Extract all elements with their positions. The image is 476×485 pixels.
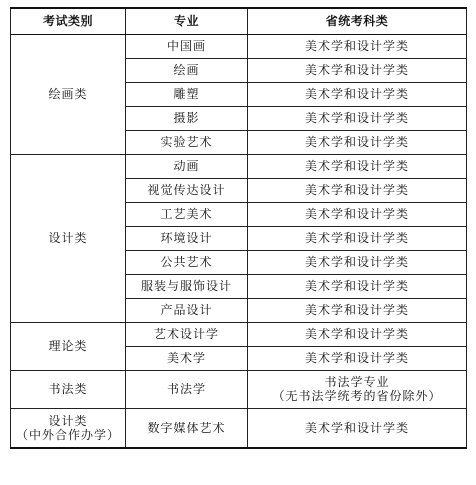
subject-cell bbox=[248, 298, 467, 322]
category-text: 设计类 bbox=[48, 413, 88, 428]
subject-cell bbox=[248, 34, 467, 58]
major-cell: 产品设计 bbox=[126, 298, 248, 322]
major-cell: 绘画 bbox=[126, 58, 248, 82]
major-cell: 服装与服饰设计 bbox=[126, 274, 248, 298]
subject-text: 美术学和设计学类 bbox=[304, 303, 409, 317]
subject-text: 美术学和设计学类 bbox=[304, 159, 409, 173]
table-row bbox=[11, 154, 467, 178]
header-major: 专业 bbox=[126, 8, 248, 34]
header-subject: 省统考科类 bbox=[248, 8, 467, 34]
category-text: 理论类 bbox=[48, 339, 88, 353]
major-cell: 摄影 bbox=[126, 106, 248, 130]
category-cell bbox=[11, 408, 126, 448]
major-cell: 美术学 bbox=[126, 346, 248, 370]
table-row bbox=[11, 408, 467, 448]
majors-table bbox=[10, 7, 467, 449]
subject-cell bbox=[248, 58, 467, 82]
table-row bbox=[11, 322, 467, 346]
subject-cell bbox=[248, 154, 467, 178]
subject-text: 美术学和设计学类 bbox=[304, 279, 409, 293]
header-category: 考试类别 bbox=[11, 8, 126, 34]
major-cell: 工艺美术 bbox=[126, 202, 248, 226]
subject-text: 美术学和设计学类 bbox=[304, 255, 409, 269]
table-header bbox=[11, 8, 467, 34]
subject-cell bbox=[248, 370, 467, 408]
category-cell bbox=[11, 34, 126, 154]
subject-cell bbox=[248, 106, 467, 130]
header-row bbox=[11, 8, 467, 34]
category-text: 书法类 bbox=[48, 382, 88, 396]
major-cell: 实验艺术 bbox=[126, 130, 248, 154]
major-cell: 雕塑 bbox=[126, 82, 248, 106]
category-text: 绘画类 bbox=[48, 87, 88, 101]
subject-cell bbox=[248, 274, 467, 298]
subject-text: 美术学和设计学类 bbox=[304, 183, 409, 197]
major-cell: 环境设计 bbox=[126, 226, 248, 250]
subject-cell bbox=[248, 408, 467, 448]
major-cell: 书法学 bbox=[126, 370, 248, 408]
subject-text: 美术学和设计学类 bbox=[304, 420, 409, 435]
subject-cell bbox=[248, 226, 467, 250]
major-cell: 数字媒体艺术 bbox=[126, 408, 248, 448]
subject-cell bbox=[248, 202, 467, 226]
table-row bbox=[11, 34, 467, 58]
category-text: 设计类 bbox=[48, 231, 88, 245]
major-cell: 视觉传达设计 bbox=[126, 178, 248, 202]
major-cell: 公共艺术 bbox=[126, 250, 248, 274]
subject-text: 美术学和设计学类 bbox=[304, 135, 409, 149]
subject-cell bbox=[248, 130, 467, 154]
subject-cell bbox=[248, 82, 467, 106]
subject-text: 美术学和设计学类 bbox=[304, 39, 409, 53]
subject-cell bbox=[248, 346, 467, 370]
subject-text: 美术学和设计学类 bbox=[304, 327, 409, 341]
category-cell bbox=[11, 322, 126, 370]
category-cell bbox=[11, 370, 126, 408]
subject-cell bbox=[248, 322, 467, 346]
subject-text: 美术学和设计学类 bbox=[304, 351, 409, 365]
table-body bbox=[11, 34, 467, 448]
major-cell: 中国画 bbox=[126, 34, 248, 58]
category-cell bbox=[11, 154, 126, 322]
subject-text: 美术学和设计学类 bbox=[304, 63, 409, 77]
subject-cell bbox=[248, 178, 467, 202]
category-text: （中外合作办学） bbox=[15, 427, 120, 442]
subject-text: 美术学和设计学类 bbox=[304, 207, 409, 221]
subject-text: 美术学和设计学类 bbox=[304, 231, 409, 245]
table-row bbox=[11, 370, 467, 408]
subject-text: （无书法学统考的省份除外） bbox=[272, 389, 442, 403]
subject-text: 美术学和设计学类 bbox=[304, 111, 409, 125]
major-cell: 艺术设计学 bbox=[126, 322, 248, 346]
major-cell: 动画 bbox=[126, 154, 248, 178]
subject-text: 书法学专业 bbox=[324, 375, 390, 389]
subject-text: 美术学和设计学类 bbox=[304, 87, 409, 101]
subject-cell bbox=[248, 250, 467, 274]
